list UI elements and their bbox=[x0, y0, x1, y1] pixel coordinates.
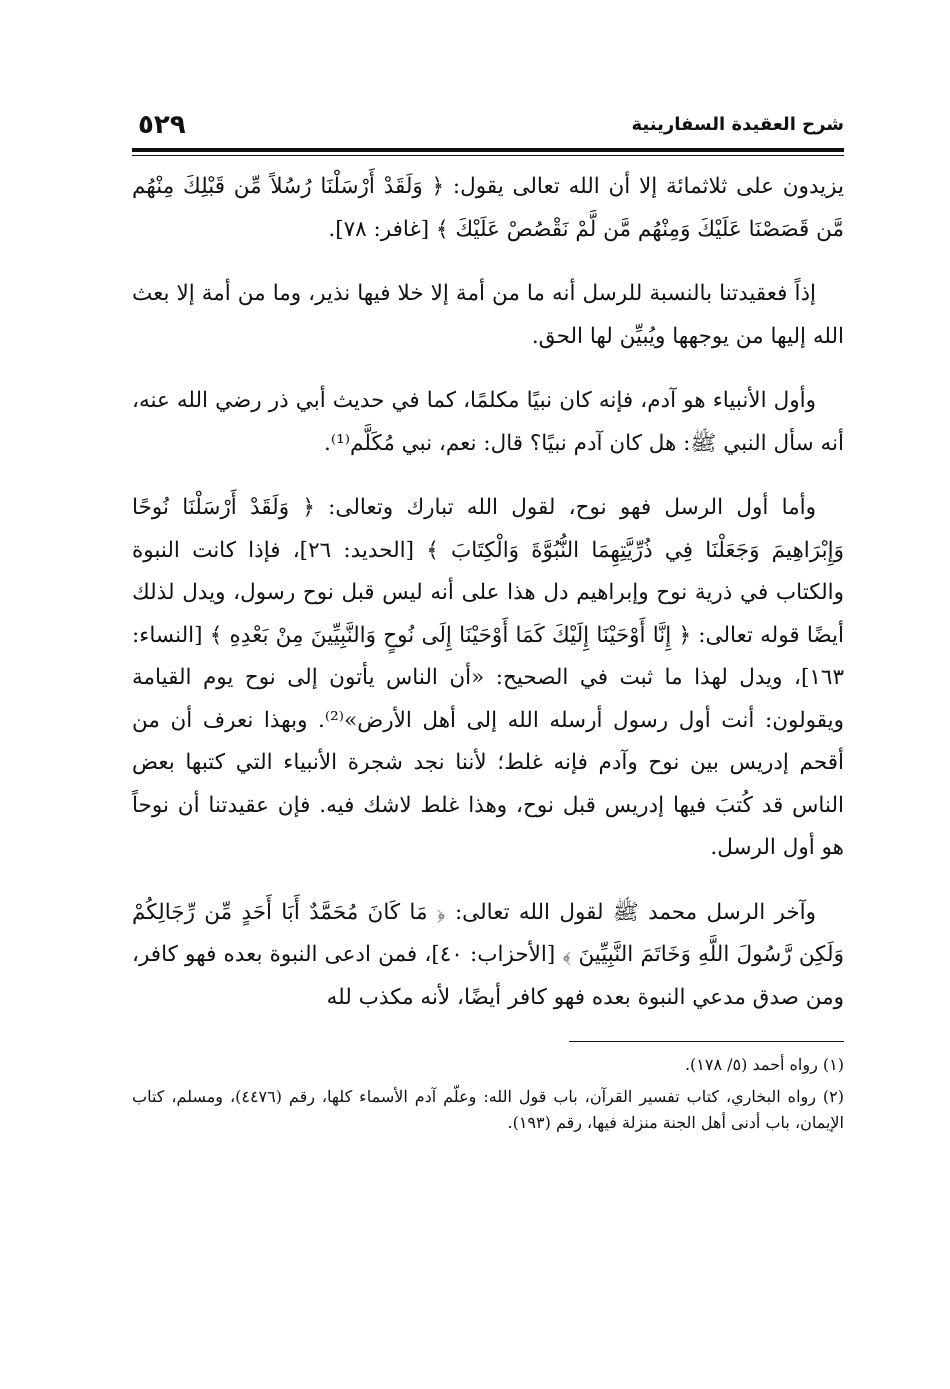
paragraph: وأول الأنبياء هو آدم، فإنه كان نبيًا مكلمًا، كما في حديث أبي ذر رضي الله عنه، أنه سأل النبي ﷺ: هل كان آدم نبيًا؟ قال: نعم، نبي مُكَلَّم⁽¹⁾. bbox=[132, 388, 844, 456]
paragraph: وآخر الرسل محمد ﷺ لقول الله تعالى: ﴿ مَا كَانَ مُحَمَّدٌ أَبَا أَحَدٍ مِّن رِّجَالِكُمْ وَلَكِن رَّسُولَ اللَّهِ وَخَاتَمَ النَّبِيِّينَ ﴾ [الأحزاب: ٤٠]، فمن ادعى النبوة بعده فهو كافر، ومن صدق مدعي النبوة بعده فهو كافر أيضًا، لأنه مكذب لله bbox=[132, 899, 844, 1010]
running-title: شرح العقيدة السفارينية bbox=[631, 114, 844, 135]
book-page bbox=[132, 108, 844, 1368]
footnote-separator bbox=[569, 1041, 844, 1042]
paragraph: وأما أول الرسل فهو نوح، لقول الله تبارك وتعالى: ﴿ وَلَقَدْ أَرْسَلْنَا نُوحًا وَإِبْرَاهِيمَ وَجَعَلْنَا فِي ذُرِّيَّتِهِمَا النُّبُوَّةَ وَالْكِتَابَ ﴾ [الحديد: ٢٦]، فإذا كانت النبوة والكتاب في ذرية نوح وإبراهيم دل هذا على أنه ليس قبل نوح رسول، ويدل لذلك أيضًا قوله تعالى: ﴿ إِنَّا أَوْحَيْنَا إِلَيْكَ كَمَا أَوْحَيْنَا إِلَى نُوحٍ وَالنَّبِيِّينَ مِنْ بَعْدِهِ ﴾ [النساء: ١٦٣]، ويدل لهذا ما ثبت في الصحيح: «أن الناس يأتون إلى نوح يوم القيامة ويقولون: أنت أول رسول أرسله الله إلى أهل الأرض»⁽²⁾. وبهذا نعرف أن من أقحم إدريس بين نوح وآدم فإنه غلط؛ لأننا نجد شجرة الأنبياء التي كتبها بعض الناس قد كُتبَ فيها إدريس قبل نوح، وهذا غلط لاشك فيه. فإن عقيدتنا أن نوحاً هو أول الرسل. bbox=[132, 495, 845, 860]
page-header bbox=[132, 108, 844, 148]
footnote: (١) رواه أحمد (٥/ ١٧٨). bbox=[684, 1055, 844, 1074]
footnote: (٢) رواه البخاري، كتاب تفسير القرآن، باب قول الله: وعلّم آدم الأسماء كلها، رقم (٤٤٧٦)، ومسلم، كتاب الإيمان، باب أدنى أهل الجنة منزلة فيها، رقم (١٩٣). bbox=[132, 1087, 844, 1132]
header-rule-thin bbox=[132, 155, 844, 156]
footnotes bbox=[132, 1052, 844, 1136]
paragraph: يزيدون على ثلاثمائة إلا أن الله تعالى يقول: ﴿ وَلَقَدْ أَرْسَلْنَا رُسُلاً مِّن قَبْلِكَ مِنْهُم مَّن قَصَصْنَا عَلَيْكَ وَمِنْهُم مَّن لَّمْ نَقْصُصْ عَلَيْكَ ﴾ [غافر: ٧٨]. bbox=[132, 174, 844, 242]
header-rule-thick bbox=[132, 148, 844, 152]
page-number: ٥٢٩ bbox=[138, 110, 186, 140]
paragraph: إذاً فعقيدتنا بالنسبة للرسل أنه ما من أمة إلا خلا فيها نذير، وما من أمة إلا بعث الله إليها من يوجهها ويُبيِّن لها الحق. bbox=[132, 281, 844, 349]
main-text bbox=[132, 166, 844, 1019]
